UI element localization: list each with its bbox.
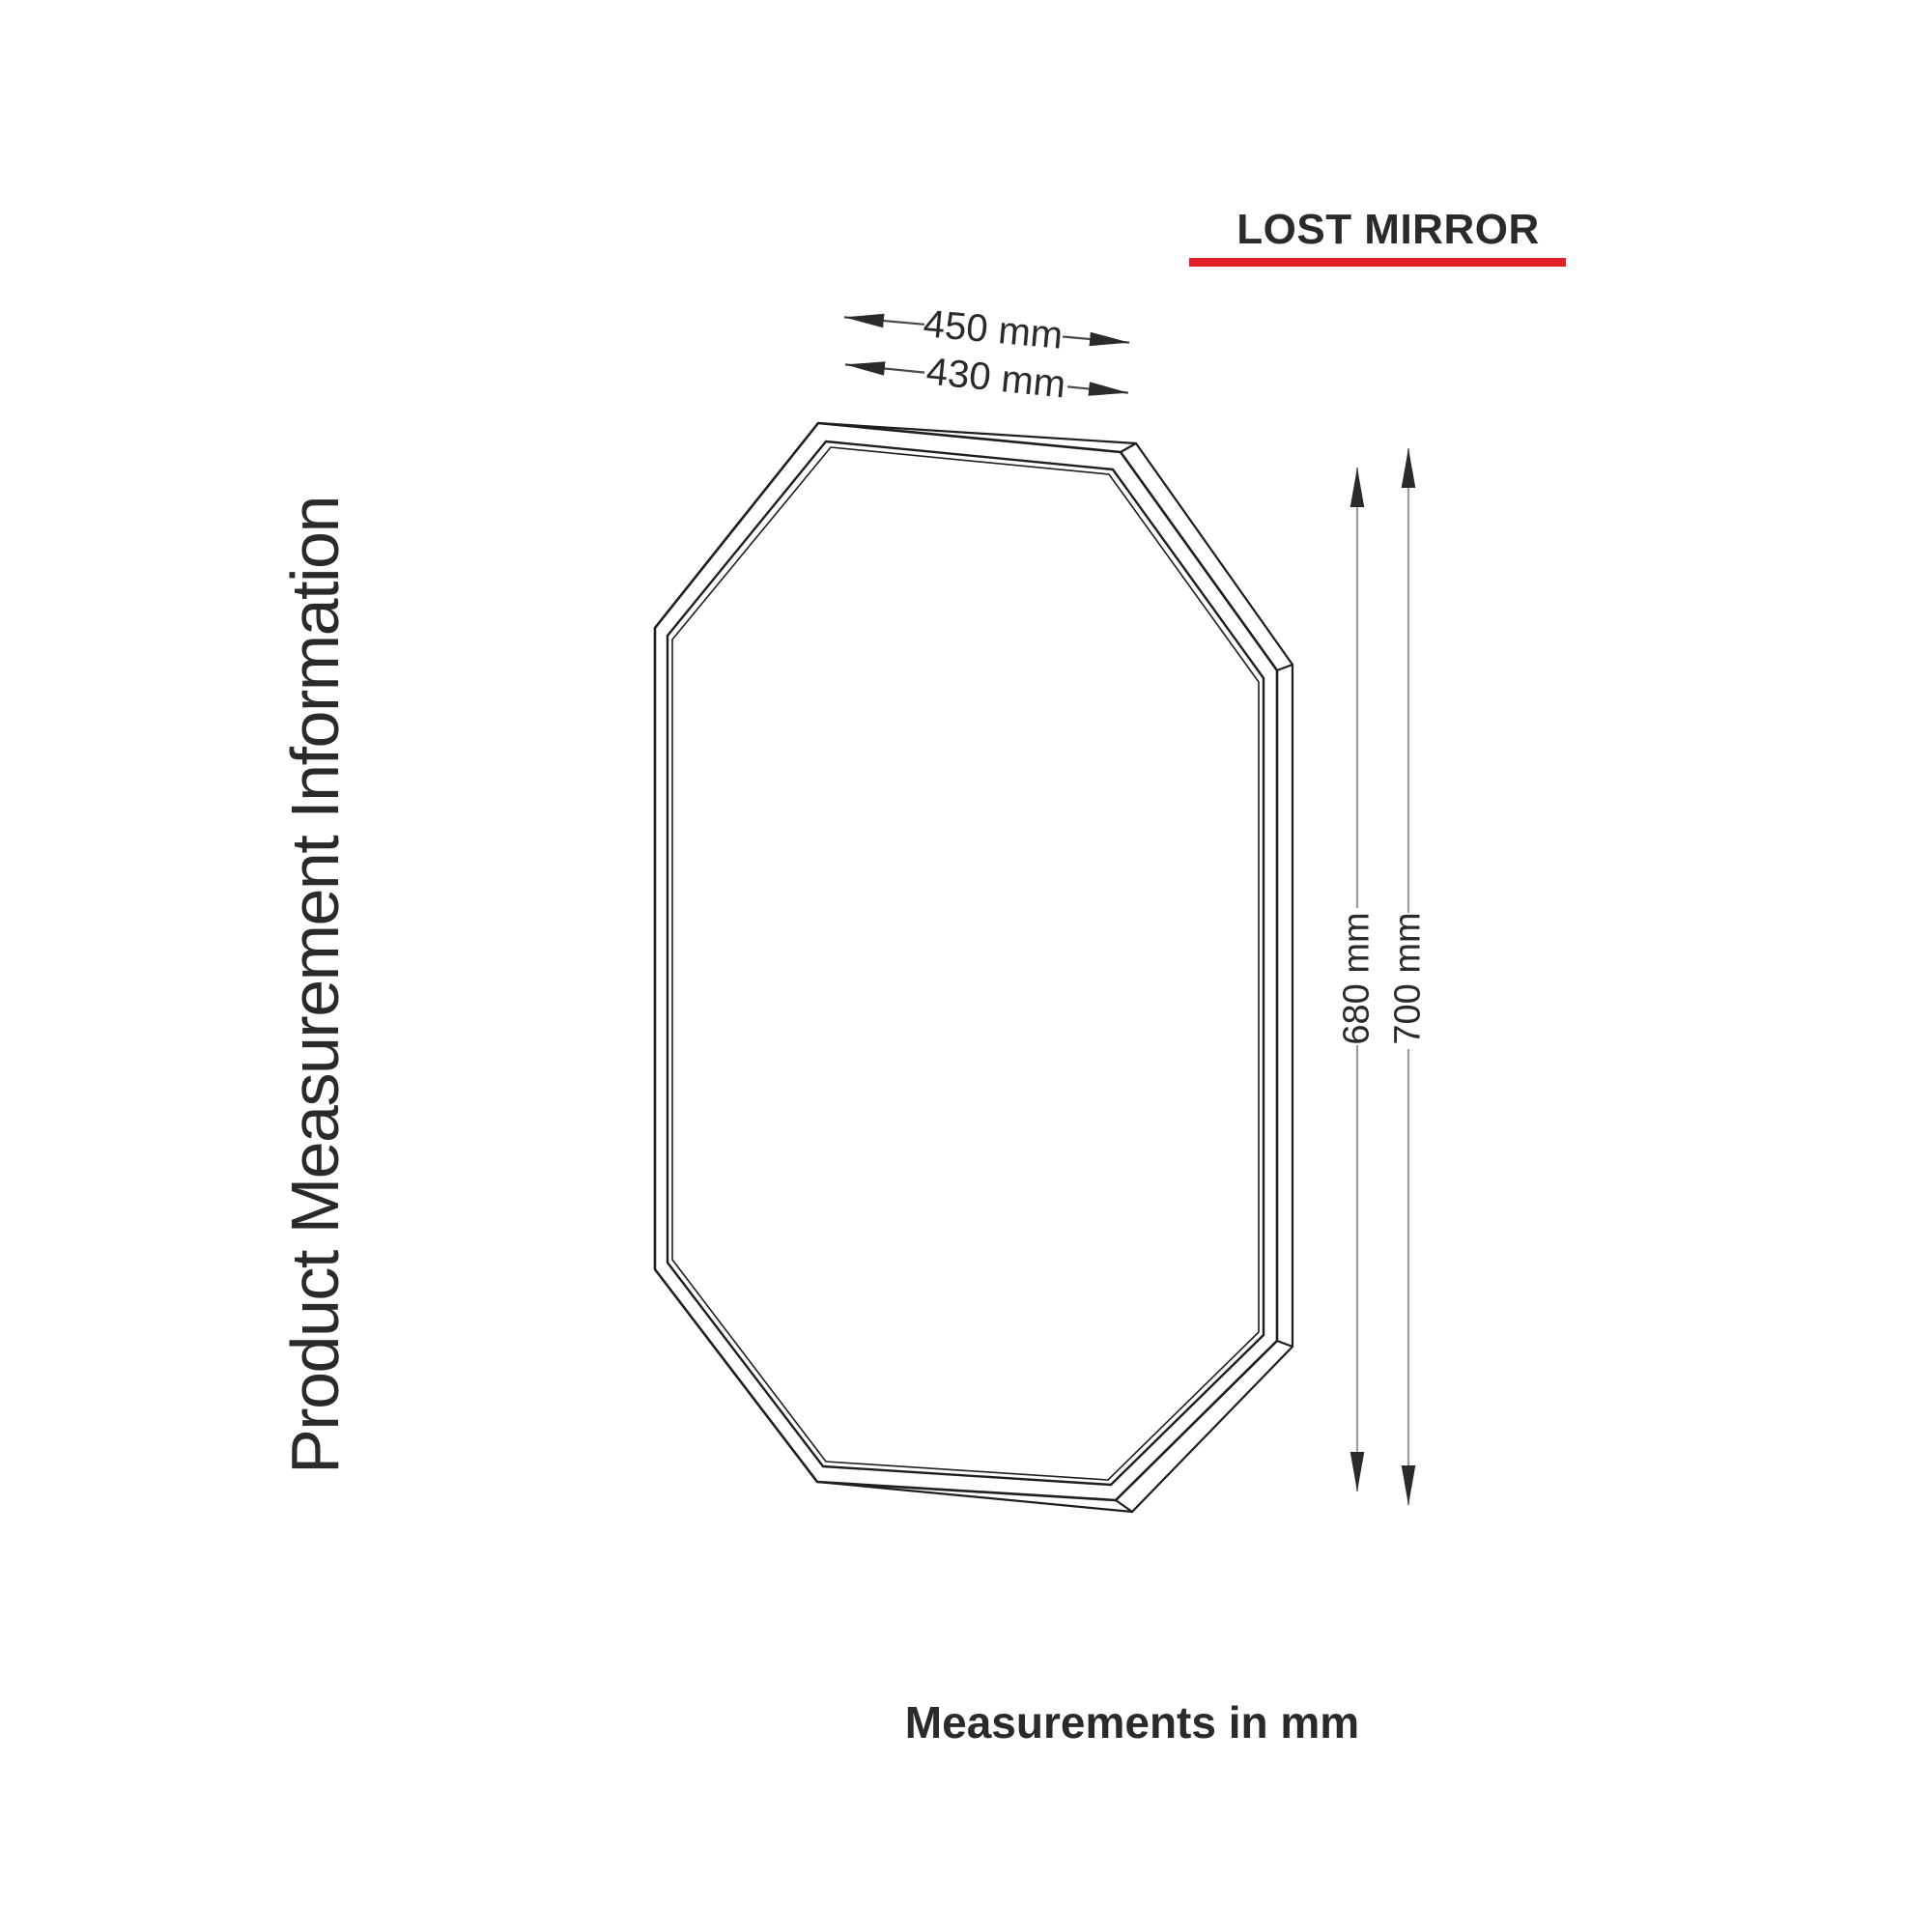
mirror-outline-group	[655, 423, 1293, 1512]
dim-430-line-left	[845, 364, 924, 372]
mirror-depth-outline	[817, 423, 1293, 1512]
dim-450-label: 450 mm	[922, 302, 1065, 357]
dim-700-label: 700 mm	[1387, 912, 1429, 1045]
mirror-frame-inner-edge	[668, 441, 1264, 1485]
dim-680-label: 680 mm	[1336, 912, 1378, 1045]
side-label: Product Measurement Information	[277, 497, 353, 1474]
dim-430-line-right	[1067, 386, 1128, 392]
dim-450-line-right	[1063, 337, 1129, 343]
mirror-glass-edge	[672, 447, 1259, 1480]
footer-note: Measurements in mm	[904, 1697, 1360, 1747]
dim-430-label: 430 mm	[923, 350, 1068, 407]
title-underline	[1189, 258, 1566, 267]
dim-450-line-left	[844, 317, 924, 324]
mirror-frame-outer-edge	[655, 423, 1277, 1500]
page-title: LOST MIRROR	[1236, 206, 1540, 253]
